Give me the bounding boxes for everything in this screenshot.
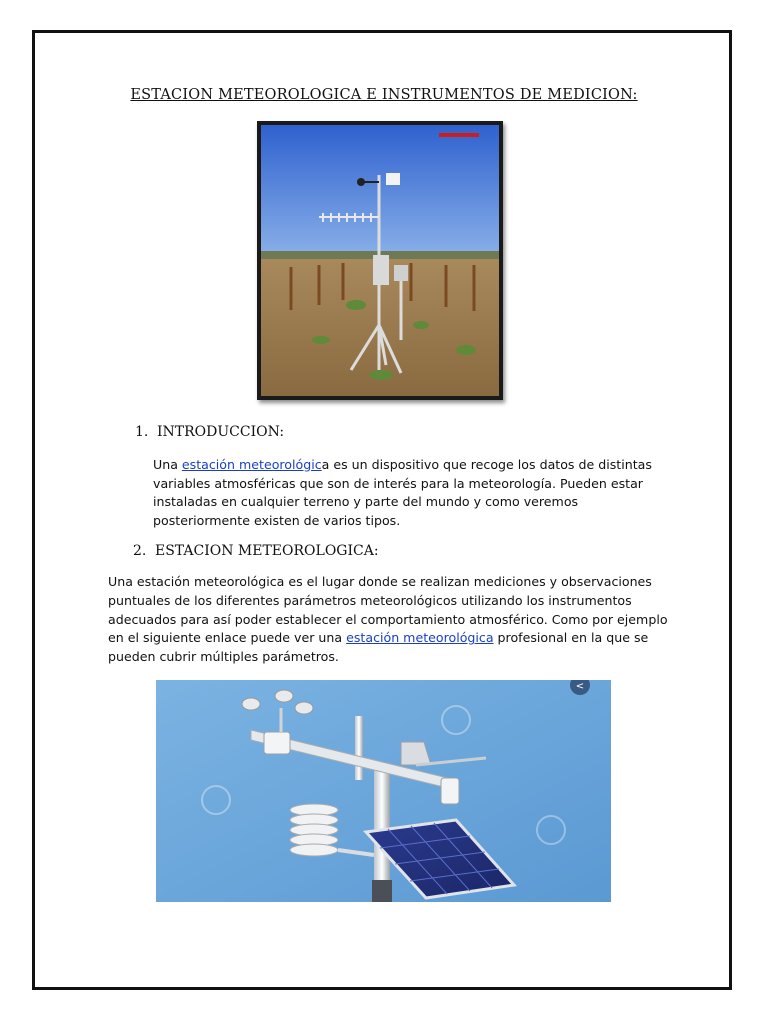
estacion-link-2[interactable]: estación meteorológica (346, 630, 494, 646)
estacion-paragraph (108, 573, 668, 667)
section-heading-introduccion (135, 424, 284, 440)
section-number: 1. (135, 424, 149, 440)
weather-station-illustration-art (156, 680, 611, 902)
weather-station-photo (257, 121, 503, 400)
intro-text-end: a es un dispositivo que recoge los datos de distintas variables atmosféricas que son de interés para la meteorología. Pueden estar instaladas en cualquier terreno y parte del mundo y como veremos posteriormente existen de varios tipos. (153, 457, 652, 528)
estacion-link-1[interactable]: estación meteorológic (181, 457, 322, 472)
intro-text-start: Una (153, 457, 182, 472)
weather-station-illustration (156, 680, 611, 902)
section-heading-estacion (133, 543, 379, 559)
estacion-text-end: profesional en la que se pueden cubrir múltiples parámetros. (108, 630, 649, 665)
estacion-text-start: Una estación meteorológica es el lugar donde se realizan mediciones y observaciones puntuales de los diferentes parámetros meteorológicos utilizando los instrumentos adecuados para así poder establecer el comportamiento atmosférico. Como por ejemplo en el siguiente enlace puede ver una (108, 574, 668, 646)
svg-text:<: < (575, 681, 585, 692)
intro-paragraph (153, 456, 653, 530)
weather-station-photo-art (261, 125, 499, 396)
document-title: ESTACION METEOROLOGICA E INSTRUMENTOS DE MEDICION: (130, 87, 638, 103)
section-number: 2. (133, 543, 147, 559)
section-title: INTRODUCCION: (157, 424, 285, 440)
section-title: ESTACION METEOROLOGICA: (155, 543, 379, 559)
